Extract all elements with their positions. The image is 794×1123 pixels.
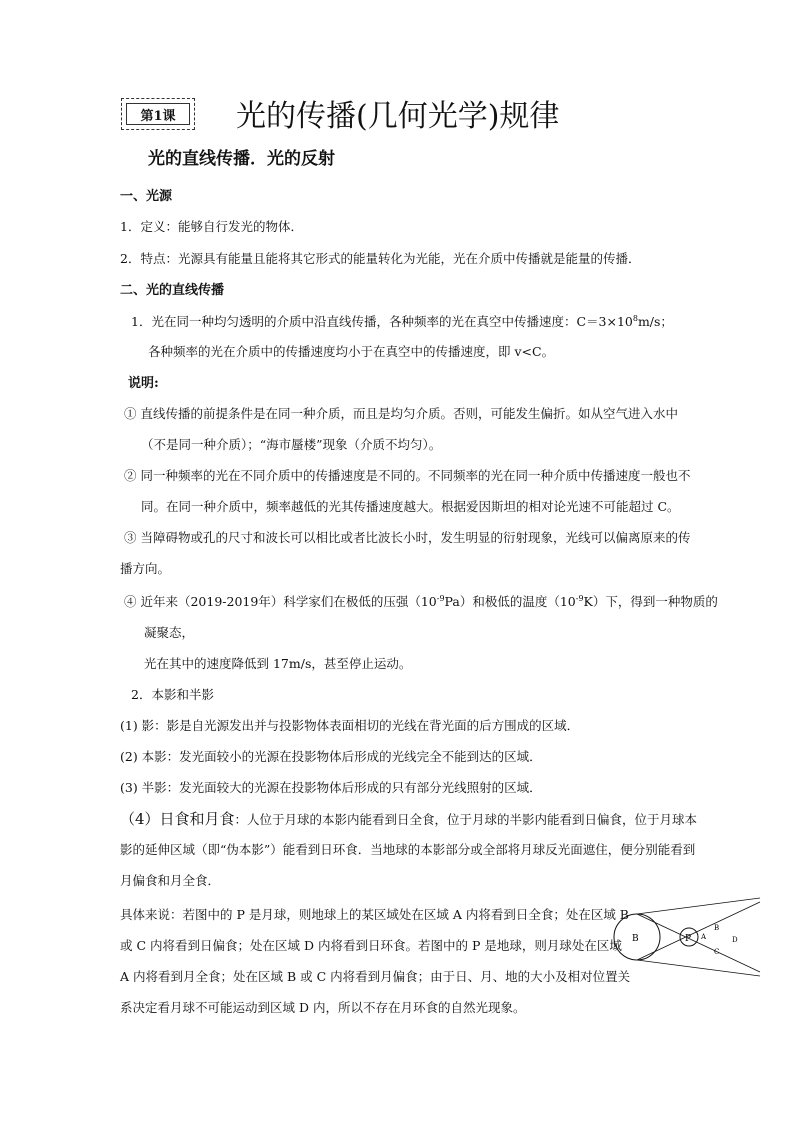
note3-line2: 播方向。 <box>120 561 171 576</box>
note2-line2: 同。在同一种介质中，频率越低的光其传播速度越大。根据爱因斯坦的相对论光速不可能超过 C。 <box>141 499 680 514</box>
label-c: C <box>714 948 720 956</box>
label-p: P <box>685 934 692 944</box>
note1-line2: （不是同一种介质）；“海市蜃楼”现象（介质不均匀）。 <box>141 437 442 452</box>
eclipse-diagram <box>608 896 772 982</box>
label-d: D <box>732 936 738 944</box>
eclipse-line1: （4）日食和月食：人位于月球的本影内能看到日全食，位于月球的半影内能看到日偏食，位于月球本 <box>120 810 698 828</box>
ray-cross-down <box>637 914 760 972</box>
detail-line4: 系决定看月球不可能运动到区域 D 内，所以不存在月环食的自然光现象。 <box>120 1000 526 1015</box>
label-source: B <box>632 934 639 944</box>
ray-cross-up <box>637 902 760 960</box>
note4-line2: 凝聚态， <box>144 625 195 640</box>
eclipse-line3: 月偏食和月全食． <box>120 873 221 888</box>
section1-item1: 1．定义：能够自行发光的物体． <box>120 219 303 234</box>
detail-line1: 具体来说：若图中的 P 是月球，则地球上的某区域处在区域 A 内将看到日全食；处在区域 B <box>120 907 629 922</box>
section1-heading: 一、光源 <box>120 189 173 204</box>
note4-line1: ④ 近年来（2019-2019年）科学家们在极低的压强$(10^{-9}Pa)$和极低的温度$(10^{-9}K)$下，得到一种物质的 <box>124 593 718 609</box>
note-heading: 说明: <box>128 376 159 391</box>
page-subtitle: 光的直线传播．光的反射 <box>148 149 335 169</box>
section2-item1-line2: 各种频率的光在介质中的传播速度均小于在真空中的传播速度，即 v<C。 <box>148 344 555 359</box>
detail-line2: 或 C 内将看到日偏食；处在区域 D 内将看到日环食。若图中的 P 是地球，则月球处在区域 <box>120 938 622 953</box>
label-b: B <box>714 924 720 932</box>
note4-line3: 光在其中的速度降低到 17m/s，甚至停止运动。 <box>144 656 412 671</box>
section2-heading: 二、光的直线传播 <box>120 283 225 298</box>
section2-item1-line1: 1．光在同一种均匀透明的介质中沿直线传播，各种频率的光在真空中传播速度：$C=3\times 10^8m/s$； <box>131 313 673 329</box>
lesson-label-box <box>121 98 195 130</box>
ray-upper-outer <box>637 898 760 914</box>
note2-line1: ② 同一种频率的光在不同介质中的传播速度是不同的。不同频率的光在同一种介质中传播速度一般也不 <box>124 468 691 483</box>
label-a: A <box>701 933 707 941</box>
page-title: 光的传播(几何光学)规律 <box>236 99 560 134</box>
item2-heading: 2．本影和半影 <box>131 687 214 702</box>
section1-item2: 2．特点：光源具有能量且能将其它形式的能量转化为光能，光在介质中传播就是能量的传播． <box>120 251 641 266</box>
note1-line1: ① 直线传播的前提条件是在同一种介质，而且是均匀介质。否则，可能发生偏折。如从空气进入水中 <box>124 406 678 421</box>
note3-line1: ③ 当障碍物或孔的尺寸和波长可以相比或者比波长小时，发生明显的衍射现象，光线可以偏离原来的传 <box>124 530 691 545</box>
lesson-label: 第1课 <box>126 103 190 125</box>
shadow-def-3: (3) 半影：发光面较大的光源在投影物体后形成的只有部分光线照射的区域． <box>120 780 542 795</box>
shadow-def-2: (2) 本影：发光面较小的光源在投影物体后形成的光线完全不能到达的区域． <box>120 749 542 764</box>
shadow-def-1: (1) 影：影是自光源发出并与投影物体表面相切的光线在背光面的后方围成的区域． <box>120 718 580 733</box>
ray-lower-outer <box>637 960 760 976</box>
eclipse-line2: 影的延伸区域（即“伪本影”）能看到日环食．当地球的本影部分或全部将月球反光面遮住，便分别能看到 <box>120 842 696 857</box>
detail-line3: A 内将看到月全食；处在区域 B 或 C 内将看到月偏食；由于日、月、地的大小及相对位置关 <box>120 969 631 984</box>
